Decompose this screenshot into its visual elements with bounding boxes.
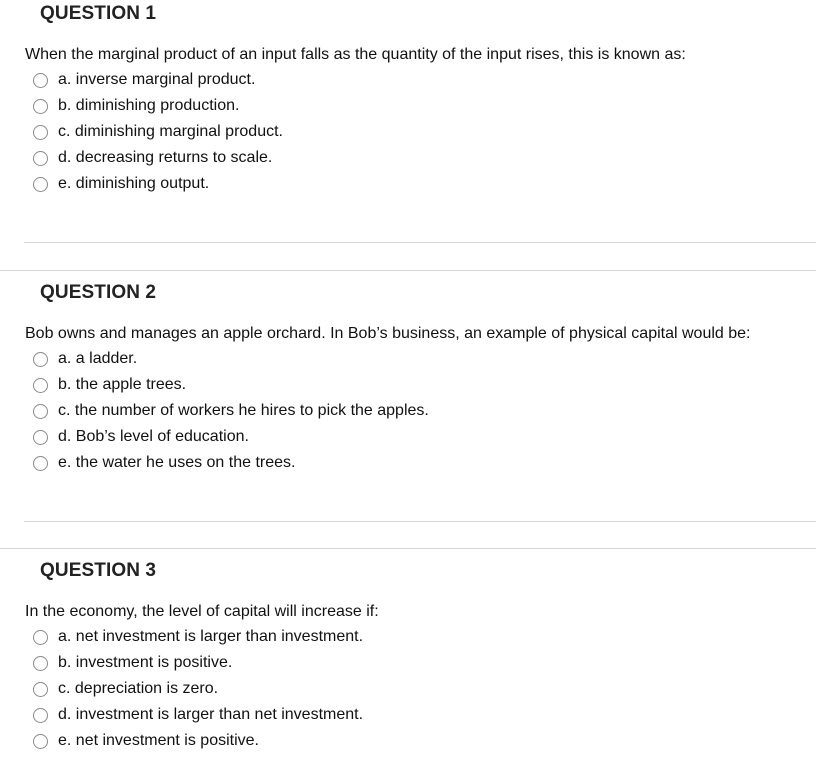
- option-label: e. diminishing output.: [58, 175, 210, 192]
- option-c[interactable]: [0, 678, 816, 704]
- option-label: d. decreasing returns to scale.: [58, 149, 273, 166]
- option-label: a. net investment is larger than investment.: [58, 628, 364, 645]
- radio-button[interactable]: [33, 404, 48, 419]
- option-label: c. depreciation is zero.: [58, 680, 219, 697]
- radio-button[interactable]: [33, 430, 48, 445]
- option-label: c. the number of workers he hires to pick the apples.: [58, 402, 429, 419]
- option-e[interactable]: [0, 452, 816, 478]
- question-title: QUESTION 1: [40, 3, 157, 24]
- option-a[interactable]: [0, 69, 816, 95]
- option-d[interactable]: [0, 704, 816, 730]
- question-title: QUESTION 3: [40, 560, 157, 581]
- radio-button[interactable]: [33, 682, 48, 697]
- radio-button[interactable]: [33, 125, 48, 140]
- question-text: In the economy, the level of capital will increase if:: [25, 603, 379, 620]
- option-e[interactable]: [0, 730, 816, 756]
- question-title: QUESTION 2: [40, 282, 157, 303]
- radio-button[interactable]: [33, 734, 48, 749]
- option-b[interactable]: [0, 95, 816, 121]
- answer-divider: [24, 242, 816, 243]
- question-text: Bob owns and manages an apple orchard. In Bob’s business, an example of physical capital would be:: [25, 325, 751, 342]
- radio-button[interactable]: [33, 151, 48, 166]
- radio-button[interactable]: [33, 73, 48, 88]
- option-c[interactable]: [0, 400, 816, 426]
- option-d[interactable]: [0, 426, 816, 452]
- radio-button[interactable]: [33, 378, 48, 393]
- radio-button[interactable]: [33, 656, 48, 671]
- option-b[interactable]: [0, 652, 816, 678]
- question-divider: [0, 548, 816, 549]
- radio-button[interactable]: [33, 352, 48, 367]
- option-d[interactable]: [0, 147, 816, 173]
- radio-button[interactable]: [33, 99, 48, 114]
- option-a[interactable]: [0, 348, 816, 374]
- option-label: e. the water he uses on the trees.: [58, 454, 296, 471]
- radio-button[interactable]: [33, 177, 48, 192]
- option-c[interactable]: [0, 121, 816, 147]
- radio-button[interactable]: [33, 708, 48, 723]
- answer-divider: [24, 521, 816, 522]
- option-label: a. a ladder.: [58, 350, 138, 367]
- question-divider: [0, 270, 816, 271]
- option-label: b. diminishing production.: [58, 97, 240, 114]
- option-label: e. net investment is positive.: [58, 732, 259, 749]
- option-a[interactable]: [0, 626, 816, 652]
- option-label: b. the apple trees.: [58, 376, 187, 393]
- question-text: When the marginal product of an input falls as the quantity of the input rises, this is known as:: [25, 46, 686, 63]
- option-label: b. investment is positive.: [58, 654, 233, 671]
- option-label: d. investment is larger than net investment.: [58, 706, 364, 723]
- radio-button[interactable]: [33, 630, 48, 645]
- option-label: d. Bob’s level of education.: [58, 428, 249, 445]
- option-label: c. diminishing marginal product.: [58, 123, 283, 140]
- option-b[interactable]: [0, 374, 816, 400]
- option-label: a. inverse marginal product.: [58, 71, 256, 88]
- radio-button[interactable]: [33, 456, 48, 471]
- option-e[interactable]: [0, 173, 816, 199]
